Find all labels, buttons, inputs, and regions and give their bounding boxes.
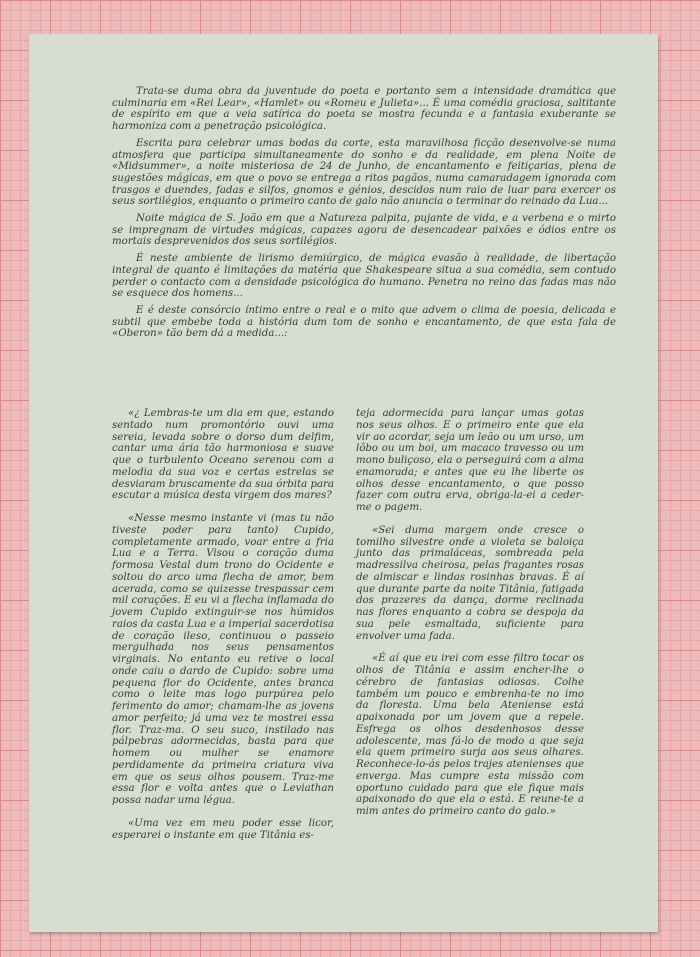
quote-paragraph-5: «É aí que eu irei com esse filtro tocar os olhos de Titânia e assim encher-lhe o cérebro de fantasias odiosas. Colhe também um pouco e embrenha-te no imo da floresta. Uma bela Ateniense está apaixonada por um jovem que a repele. Esfrega os olhos desdenhosos desse adolescente, mas fá-lo de modo a que seja ela quem primeiro surja aos seus olhares. Reconhece-lo-ás pelos trajes atenienses que enverga. Mas cumpre esta missão com oportuno cuidado para que ele fique mais apaixonado do que ela o está. E reune-te a mim antes do primeiro canto do galo.» <box>356 653 584 817</box>
intro-paragraph-5: E é deste consórcio íntimo entre o real e o mito que advem o clima de poesia, delicada e subtil que embebe toda a história dum tom de sonho e encantamento, de que esta fala de «Oberon» tão bem dá a medida...: <box>112 304 616 340</box>
quote-column-right <box>356 408 584 829</box>
quote-column-left <box>112 408 334 852</box>
intro-paragraph-3: Noite mágica de S. João em que a Natureza palpita, pujante de vida, e a verbena e o mirto se impregnam de virtudes mágicas, capazes agora de desencadear paixões e ódios entre os mortais desprevenidos dos seus sortilégios. <box>112 213 616 248</box>
quote-paragraph-2: «Nesse mesmo instante vi (mas tu não tiveste poder para tanto) Cupido, completamente armado, voar entre a fria Lua e a Terra. Visou o coração duma formosa Vestal dum trono do Ocidente e soltou do arco uma flecha de amor, bem acerada, como se quizesse trespassar cem mil corações. E eu vi a flecha inflamada do jovem Cupido extinguir-se nos húmidos raios da casta Lua e a imperial sacerdotisa de coração ileso, continuou o passeio mergulhada nos seus pensamentos virginais. No entanto eu retive o local onde caiu o dardo de Cupido: sobre uma pequena flor do Ocidente, antes branca como o leite mas logo purpúrea pelo ferimento do amor; chamam-lhe as jovens amor perfeito; já uma vez te mostrei essa flor. Traz-ma. O seu suco, instilado nas pálpebras adormecidas, basta para que homem ou mulher se enamore perdidamente da primeira criatura viva em que os seus olhos pousem. Traz-me essa flor e volta antes que o Leviathan possa nadar uma légua. <box>112 513 334 806</box>
intro-text <box>112 86 616 345</box>
quote-paragraph-4: «Sei duma margem onde cresce o tomilho silvestre onde a violeta se baloiça junto das primaláceas, sombreada pela madressilva cheirosa, pelas fragantes rosas de almiscar e lindas rosinhas bravas. É aí que durante parte da noite Titânia, fatigada dos prazeres da dança, dorme reclinada nas flores enquanto a cobra se despoja da sua pele esmaltada, suficiente para envolver uma fada. <box>356 524 584 642</box>
quote-paragraph-1: «¿ Lembras-te um dia em que, estando sentado num promontório ouvi uma sereia, levada sobre o dorso dum delfim, cantar uma ária tão harmoniosa e suave que o turbulento Oceano serenou com a melodia da sua voz e certas estrelas se desviaram bruscamente da sua órbita para escutar a música desta virgem dos mares? <box>112 408 334 502</box>
intro-paragraph-2: Escrita para celebrar umas bodas da corte, esta maravilhosa ficção desenvolve-se numa atmosfera que participa simultaneamente do sonho e da realidade, em plena Noite de «Midsummer», a noite misteriosa de 24 de Junho, de encantamento e feitiçarias, plena de sugestões mágicas, em que o povo se entrega a ritos pagãos, numa camaradagem ignorada com trasgos e duendes, fadas e silfos, gnomos e génios, descidos num raio de luar para exercer os seus sortilégios, enquanto o primeiro canto de galo não anuncia o terminar do reinado da Lua... <box>112 137 616 208</box>
intro-paragraph-1: Trata-se duma obra da juventude do poeta e portanto sem a intensidade dramática que culminaria em «Rei Lear», «Hamlet» ou «Romeu e Julieta»... É uma comédia graciosa, saltitante de espírito em que a veia satírica do poeta se mostra fecunda e a fantasia exuberante se harmoniza com a penetração psicológica. <box>112 86 616 133</box>
quote-paragraph-3: «Uma vez em meu poder esse licor, esperarei o instante em que Titânia es- <box>112 817 334 841</box>
quote-paragraph-3-continued: teja adormecida para lançar umas gotas nos seus olhos. E o primeiro ente que ela vir ao acordar, seja um leão ou um urso, um lôbo ou um boi, um macaco travesso ou um mono buliçoso, ela o perseguirá com a alma enamorada; e antes que eu lhe liberte os olhos desse encantamento, o que posso fazer com outra erva, obriga-la-ei a ceder-me o pagem. <box>356 408 584 513</box>
intro-paragraph-4: É neste ambiente de lirismo demiúrgico, de mágica evasão à realidade, de libertação integral de quanto é limitações da matéria que Shakespeare situa a sua comédia, sem contudo perder o contacto com a densidade psicológica do humano. Penetra no reino das fadas mas não se esquece dos homens... <box>112 253 616 300</box>
